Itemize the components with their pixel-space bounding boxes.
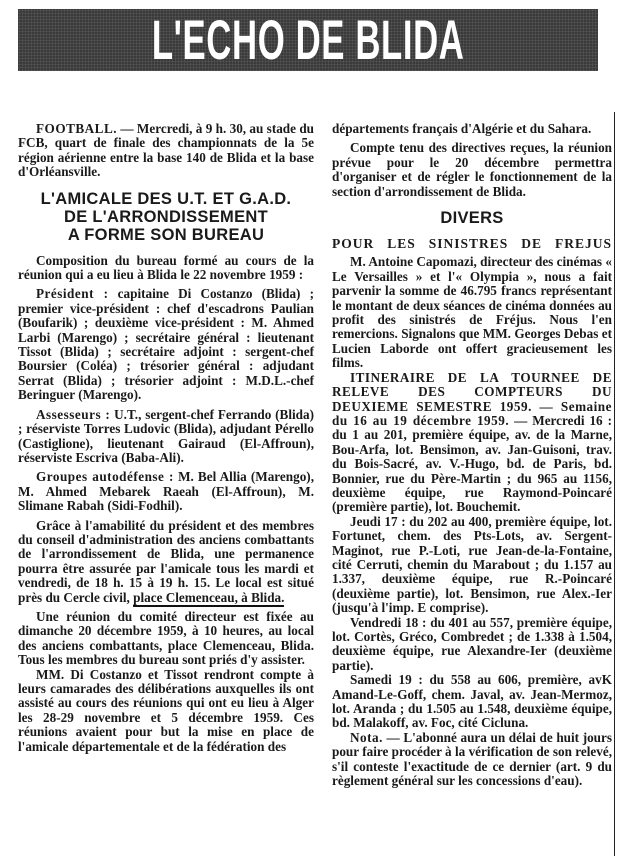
assesseurs-paragraph xyxy=(18,408,314,466)
groupes-paragraph xyxy=(18,470,314,513)
football-text: — Mercredi, à 9 h. 30, au stade du FCB, quart de finale des championnats de la 5e région aérienne entre la base 140 de Blida et la base d'Orléansville. xyxy=(18,121,314,180)
continued-paragraph: départements français d'Algérie et du Sahara. xyxy=(332,121,592,136)
grace-text: Grâce à l'amabilité du président et des membres du conseil d'administration des anciens combattants de l'arrondissement de Blida, une permanence pourra être assurée par l'amicale tous les mardi et vendredi, de 18 h. 15 à 19 h. 15. Le local est situé près du Cercle civil, xyxy=(18,517,314,605)
nota-text: — L'abonné aura un délai de huit jours pour faire procéder à la vérification de son relevé, s'il conteste l'exactitude de ce dernier (art. 9 du règlement général sur les concessions d'eau). xyxy=(332,729,612,789)
underlined-address: place Clemenceau, à Blida. xyxy=(133,589,285,605)
groupes-text: M. Bel Allia (Marengo), M. Ahmed Mebarek Raeah (El-Affroun), M. Slimane Rabah (Sidi-Fodhil). xyxy=(18,469,314,514)
headline-line-1: L'AMICALE DES U.T. ET G.A.D. xyxy=(40,189,292,208)
mm-paragraph: MM. Di Costanzo et Tissot rendront compte à leurs camarades des délibérations auxquelles ils ont assisté au cours des réunions qui ont eu lieu à Alger les 28-29 novembre et 5 décembre 1959. Ces réunions avaient pour but la mise en place de l'amicale départementale et de la fédération des xyxy=(18,666,314,754)
president-paragraph xyxy=(18,287,314,402)
itineraire-text: — Mercredi 16 : du 1 au 201, première équipe, av. de la Marne, Bou-Arfa, lot. Bensimon, av. Jan-Guisoni, trav. du Bois-Sacré, av. V.-Hugo, bd. de Paris, bd. Bonnier, rue du Père-Martin ; du 965 au 1156, deuxième équipe, rue Raymond-Poincaré (première partie), lot. Bouchemit. xyxy=(332,412,612,515)
nota-lead: Nota. xyxy=(350,729,383,745)
divers-heading: DIVERS xyxy=(440,209,504,228)
itineraire-lead: ITINERAIRE DE LA TOURNEE DE RELEVE DES COMPTEURS DU DEUXIEME SEMESTRE 1959. — Semaine du 16 au 19 décembre 1959. xyxy=(332,369,612,428)
football-lead: FOOTBALL. xyxy=(36,121,118,136)
headline-line-3: A FORME SON BUREAU xyxy=(67,225,265,244)
grace-paragraph xyxy=(18,519,314,605)
nota-paragraph xyxy=(332,731,612,789)
itineraire-paragraph xyxy=(332,371,612,515)
right-column xyxy=(332,122,612,793)
samedi-paragraph: Samedi 19 : du 558 au 606, première, avK Amand-Le-Goff, chem. Javal, av. Jean-Mermoz, lot. Aranda ; du 1.505 au 1.548, deuxième équipe, bd. Malakoff, av. Foc, cité Cicluna. xyxy=(332,672,612,731)
reunion-paragraph: Une réunion du comité directeur est fixée au dimanche 20 décembre 1959, à 10 heures, au local des anciens combattants, place Clemenceau, Blida. Tous les membres du bureau sont priés d'y assister. xyxy=(18,608,314,668)
president-text: capitaine Di Costanzo (Blida) ; premier vice-président : chef d'escadrons Paulian (Boufarik) ; deuxième vice-président : M. Ahmed Larbi (Marengo) ; secrétaire général : lieutenant Tissot (Blida) ; secrétaire adjoint : sergent-chef Boursier (Coléa) ; trésorier général : adjudant Serrat (Blida) ; trésorier adjoint : M.D.L.-chef Beringuer (Marengo). xyxy=(18,286,314,403)
groupes-lead: Groupes autodéfense : xyxy=(36,469,174,485)
president-lead: Président : xyxy=(36,286,109,302)
assesseurs-text: U.T., sergent-chef Ferrando (Blida) ; réserviste Torres Ludovic (Blida), adjudant Pérello (Castiglione), lieutenant Gairaud (El-Affroun), réserviste Escriva (Baba-Ali). xyxy=(18,406,314,465)
vendredi-paragraph: Vendredi 18 : du 401 au 557, première équipe, lot. Cortès, Gréco, Combredet ; de 1.338 à 1.504, deuxième équipe, rue Alexandre-Ier (deuxième partie). xyxy=(332,614,612,673)
intro-paragraph: Composition du bureau formé au cours de la réunion qui a eu lieu à Blida le 22 novembre 1959 : xyxy=(18,252,314,283)
amicale-headline xyxy=(18,190,314,244)
football-paragraph xyxy=(18,122,314,180)
jeudi-paragraph: Jeudi 17 : du 202 au 400, première équipe, lot. Fortunet, chem. des Pts-Lots, av. Sergent-Maginot, rue P.-Loti, rue Jean-de-la-Fontaine, cité Cerruti, chemin du Marabout ; du 1.157 au 1.337, deuxième équipe, rue R.-Poincaré (deuxième partie), lot. Bensimon, rue Alex.-Ier (jusqu'à l'imp. E comprise). xyxy=(332,513,612,616)
masthead-title: L'ECHO DE BLIDA xyxy=(151,8,465,71)
compte-paragraph: Compte tenu des directives reçues, la réunion prévue pour le 20 décembre permettra d'organiser et de régler le fonctionnement de la section d'arrondissement de Blida. xyxy=(332,140,612,199)
masthead-banner xyxy=(18,9,598,71)
left-column xyxy=(18,122,314,759)
assesseurs-lead: Assesseurs : xyxy=(36,406,111,422)
column-rule xyxy=(614,112,615,856)
headline-line-2: DE L'ARRONDISSEMENT xyxy=(64,207,268,226)
frejus-paragraph: M. Antoine Capomazi, directeur des cinémas « Le Versailles » et l'« Olympia », nous a fait parvenir la somme de 46.795 francs représentant le montant de deux séances de cinéma données au profit des sinistrés de Fréjus. Nous l'en remercions. Signalons que MM. Georges Debas et Lucien Laborde ont offert gracieusement les films. xyxy=(332,254,612,371)
frejus-heading: POUR LES SINISTRES DE FREJUS xyxy=(332,236,612,252)
